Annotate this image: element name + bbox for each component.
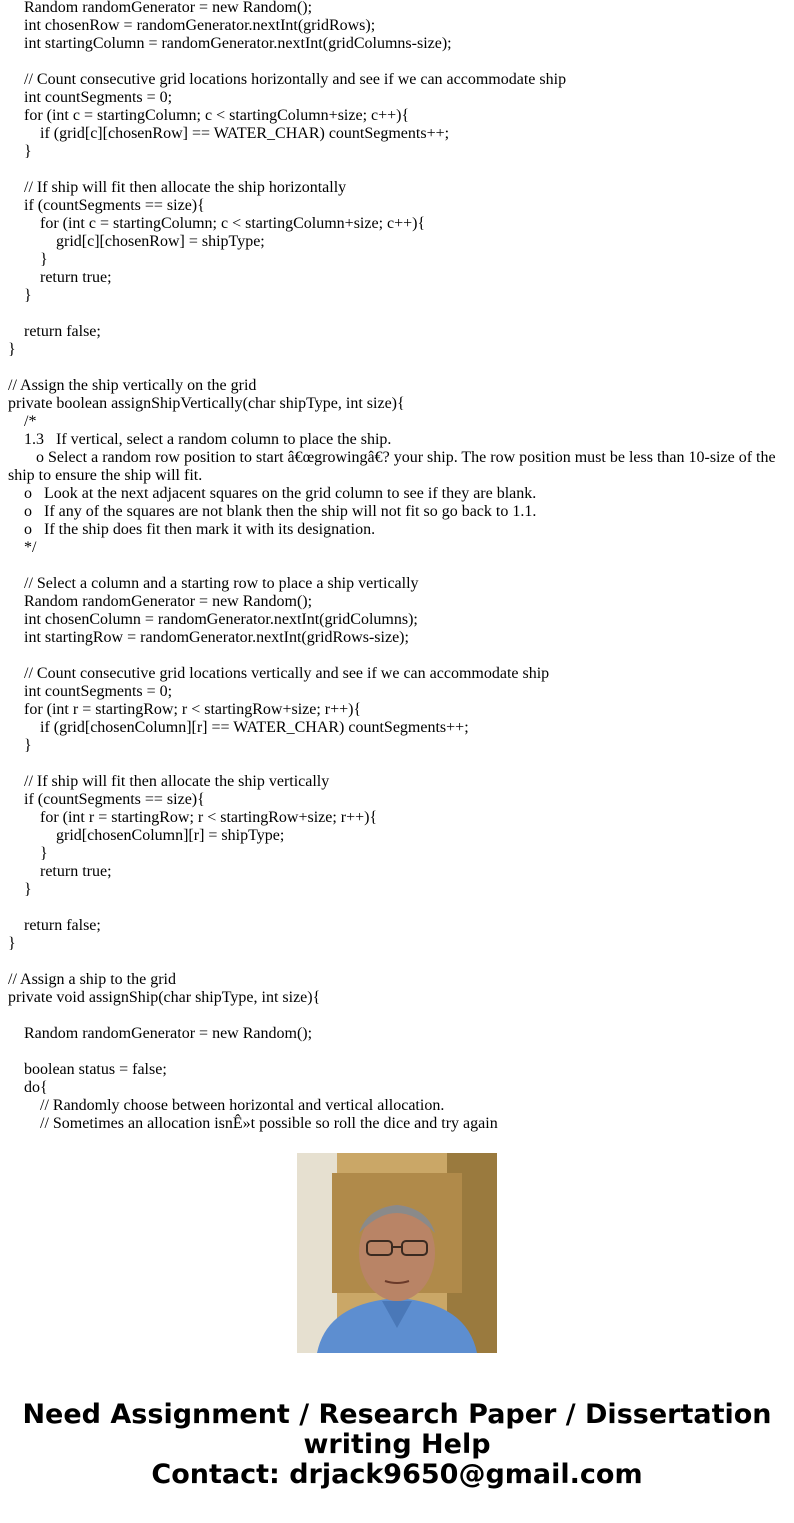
code-line: // Assign a ship to the grid [8,971,176,988]
code-line: if (grid[c][chosenRow] == WATER_CHAR) countSegments++; [8,125,450,142]
code-line: o If any of the squares are not blank then the ship will not fit so go back to 1.1. [8,503,537,520]
code-line: for (int c = startingColumn; c < startingColumn+size; c++){ [8,215,426,232]
code-line [8,1043,794,1061]
code-line [8,557,794,575]
banner-line-2: writing Help [303,1429,491,1460]
code-line: o Select a random row position to start â€œgrowingâ€? your ship. The row position must be less than 10-size of the ship to ensure the ship will fit. [8,449,776,484]
code-line: // Select a column and a starting row to place a ship vertically [8,575,419,592]
code-line: /* [8,413,37,430]
code-line: if (countSegments == size){ [8,791,205,808]
code-line: return false; [8,917,101,934]
code-line: // If ship will fit then allocate the ship horizontally [8,179,347,196]
code-line: return true; [8,269,112,286]
code-line [8,161,794,179]
code-line: } [8,287,32,304]
code-line: return true; [8,863,112,880]
code-line: int countSegments = 0; [8,89,173,106]
code-line [8,1007,794,1025]
code-line [8,647,794,665]
banner-line-1: Need Assignment / Research Paper / Dissertation [22,1399,772,1430]
code-line [8,899,794,917]
code-line: int startingRow = randomGenerator.nextInt(gridRows-size); [8,629,409,646]
code-line: grid[chosenColumn][r] = shipType; [8,827,285,844]
code-line: int countSegments = 0; [8,683,173,700]
author-photo-avatar [297,1153,497,1353]
code-line: // Randomly choose between horizontal and vertical allocation. [8,1097,445,1114]
code-line: Random randomGenerator = new Random(); [8,1025,313,1042]
code-line: int startingColumn = randomGenerator.nextInt(gridColumns-size); [8,35,452,52]
code-line: // Sometimes an allocation isnÊ»t possible so roll the dice and try again [8,1115,498,1132]
code-line: } [8,341,16,358]
portrait-image [297,1153,497,1353]
code-line [8,359,794,377]
code-line [8,53,794,71]
code-line: // Assign the ship vertically on the grid [8,377,257,394]
code-line: } [8,881,32,898]
code-line [8,953,794,971]
code-line: do{ [8,1079,48,1096]
banner-line-3: Contact: drjack9650@gmail.com [151,1459,643,1490]
code-line: } [8,935,16,952]
code-line: Random randomGenerator = new Random(); [8,0,313,16]
code-line: } [8,737,32,754]
code-line: } [8,251,48,268]
code-line: 1.3 If vertical, select a random column to place the ship. [8,431,392,448]
code-line: // Count consecutive grid locations vertically and see if we can accommodate ship [8,665,550,682]
code-line: private boolean assignShipVertically(char shipType, int size){ [8,395,405,412]
code-line: return false; [8,323,101,340]
code-line: for (int c = startingColumn; c < startingColumn+size; c++){ [8,107,410,124]
contact-banner [0,1400,794,1490]
code-line: boolean status = false; [8,1061,167,1078]
code-line: int chosenRow = randomGenerator.nextInt(gridRows); [8,17,376,34]
code-line: int chosenColumn = randomGenerator.nextInt(gridColumns); [8,611,418,628]
code-line: for (int r = startingRow; r < startingRow+size; r++){ [8,809,378,826]
code-line: private void assignShip(char shipType, int size){ [8,989,321,1006]
code-line: } [8,845,48,862]
code-line: // If ship will fit then allocate the ship vertically [8,773,330,790]
code-line: } [8,143,32,160]
code-line: // Count consecutive grid locations horizontally and see if we can accommodate ship [8,71,567,88]
code-line: o Look at the next adjacent squares on the grid column to see if they are blank. [8,485,537,502]
code-line: o If the ship does fit then mark it with its designation. [8,521,376,538]
code-line [8,305,794,323]
code-line: Random randomGenerator = new Random(); [8,593,313,610]
code-line: if (countSegments == size){ [8,197,205,214]
code-line: grid[c][chosenRow] = shipType; [8,233,265,250]
code-line: for (int r = startingRow; r < startingRow+size; r++){ [8,701,362,718]
code-line: if (grid[chosenColumn][r] == WATER_CHAR) countSegments++; [8,719,469,736]
code-line [8,755,794,773]
code-line: */ [8,539,37,556]
